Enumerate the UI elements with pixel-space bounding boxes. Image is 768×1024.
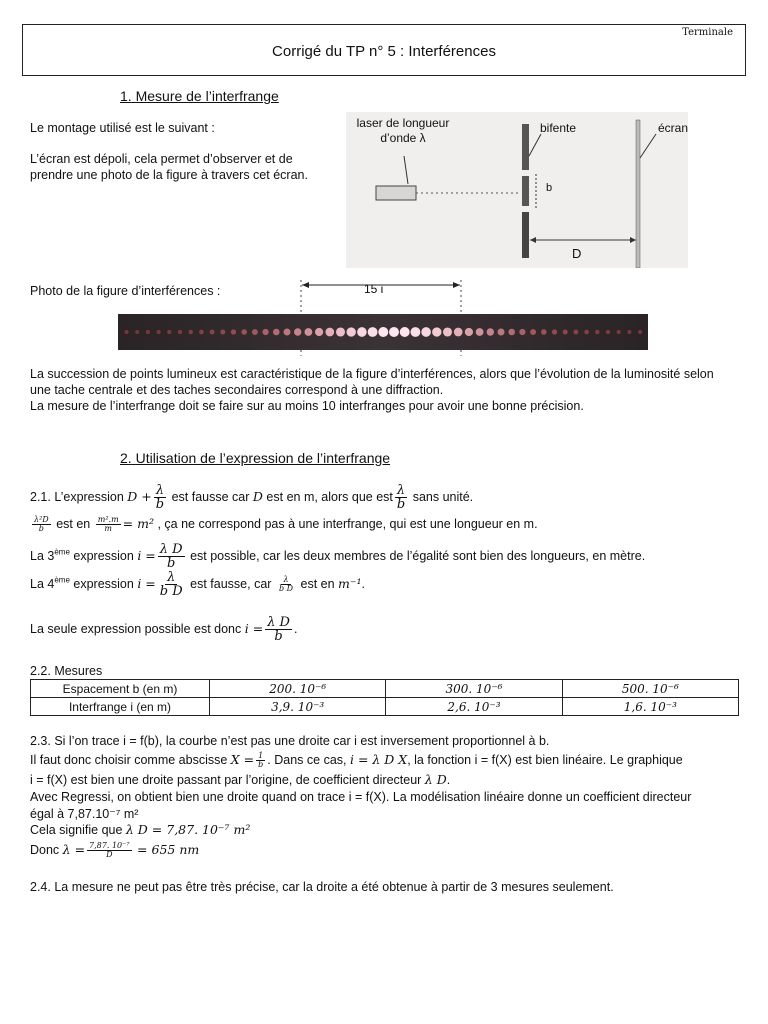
b-label: b [546, 182, 553, 194]
fringe-spot [606, 330, 610, 334]
screen-text-line-1: L’écran est dépoli, cela permet d’observer et de [30, 152, 293, 166]
table-cell: 3,9. 10⁻³ [210, 698, 386, 716]
q23-l7-a: Donc [30, 843, 60, 857]
screen [636, 120, 640, 268]
fringe-spot [315, 328, 323, 336]
q23-line-2: Il faut donc choisir comme abscisse X = $\frac{1}{b}$ . Dans ce cas, i = λ D X, la fonction i = f(X) est bien linéaire. Le graphique [30, 751, 683, 770]
fringe-spot [530, 329, 536, 335]
l4-text-a: La 4 [30, 576, 55, 591]
q21-line-4: La 4ème expression i = $\frac{\lambda}{\text{b D}}$ est fausse, car $\frac{\lambda}{\text{b D}}$ est en m⁻¹. [30, 570, 365, 599]
section-1-title [120, 88, 279, 104]
fringe-spot [465, 328, 473, 336]
table-cell: 500. 10⁻⁶ [562, 680, 738, 698]
fringe-spot [443, 327, 452, 336]
fringe-spot [617, 330, 621, 334]
table-cell: 1,6. 10⁻³ [562, 698, 738, 716]
header-box [22, 24, 746, 76]
fringe-spot [584, 330, 589, 335]
fringe-spot [347, 327, 356, 336]
fringe-spot [498, 329, 505, 336]
fringe-spot [627, 330, 631, 334]
laser-body [376, 186, 416, 200]
fringe-spot [262, 329, 268, 335]
l2-text-a: est en [56, 517, 91, 531]
q23-line-7: Donc λ = $\frac{\text{7,87. 10⁻⁷}}{D}$ = 655 nm [30, 841, 200, 860]
fringe-spot [178, 330, 182, 334]
frac-lambda2D-b: $\frac{\text{λ²D}}{b}$ [34, 515, 49, 534]
laser-label-line-2: d’onde λ [380, 131, 426, 145]
table-row [31, 698, 739, 716]
section-2-heading: Utilisation de l’expression de l’interfrange [135, 450, 391, 466]
q21-text-d: sans unité. [412, 489, 474, 504]
l4-text-b: expression [69, 576, 134, 591]
fringe-spot [188, 330, 192, 334]
q23-line-6 [30, 822, 250, 837]
table-cell: 200. 10⁻⁶ [210, 680, 386, 698]
fringe-spot [454, 328, 463, 337]
section-2-number: 2. [120, 450, 132, 466]
frac-final: $\frac{\text{λ D}}{b}$ [267, 615, 290, 644]
double-slit-middle [522, 176, 529, 206]
page-title: Corrigé du TP n° 5 : Interférences [272, 43, 496, 60]
q21-text-b: est fausse car [171, 489, 250, 504]
frac-m2m-m: $\frac{\text{m².m}}{m}$ [97, 515, 119, 534]
l4-sup: ème [54, 575, 70, 585]
measure-label: 15 i [364, 282, 384, 296]
ecran-label: écran [658, 121, 689, 135]
table-row [31, 680, 739, 698]
fringe-spot [124, 330, 128, 334]
q21-line-2: $\frac{\text{λ²D}}{b}$ est en $\frac{\text{m².m}}{m}$ = m² , ça ne correspond pas à une interfrange, qui est une longueur en m. [34, 515, 538, 534]
screen-text-line-2: prendre une photo de la figure à travers cet écran. [30, 168, 308, 182]
bifente-pointer-line [529, 134, 541, 156]
explanation-line-3: La mesure de l’interfrange doit se faire sur au moins 10 interfranges pour avoir une bonne précision. [30, 399, 584, 413]
fringe-spot [156, 330, 160, 334]
l5-text-a: La seule expression possible est donc [30, 621, 242, 636]
measurement-table [30, 679, 739, 716]
q23-l2-c: , la fonction i = f(X) est bien linéaire. Le graphique [407, 753, 683, 767]
q21-frac-lambda-b: $\frac{\lambda}{b}$ [155, 483, 165, 512]
D-label: D [572, 246, 582, 261]
photo-label: Photo de la figure d’interférences : [30, 284, 221, 298]
fringe-spot [325, 328, 334, 337]
fringe-spot [378, 327, 388, 337]
q23-l3-a: i = f(X) est bien une droite passant par l’origine, de coefficient directeur [30, 773, 422, 787]
measure-arrow-right-head [453, 282, 460, 288]
fringe-spot [400, 327, 410, 337]
bifente-label: bifente [540, 121, 577, 135]
l4-text-d: est en [300, 576, 335, 591]
fringe-spot [199, 330, 204, 335]
q21-line-1 [30, 484, 473, 511]
interference-fringes [118, 314, 648, 350]
fringe-spot [135, 330, 139, 334]
l3-sup: ème [54, 547, 70, 557]
fringe-spot [167, 330, 171, 334]
explanation-line-2: une tache centrale et des taches secondaires correspond à une diffraction. [30, 383, 444, 397]
class-level: Terminale [682, 27, 733, 38]
measure-arrow-left-head [302, 282, 309, 288]
ecran-pointer-line [640, 134, 656, 158]
fringe-spot [273, 329, 280, 336]
q23-line-3: i = f(X) est bien une droite passant par l’origine, de coefficient directeur λ D. [30, 772, 451, 787]
l4-text-c: est fausse, car [190, 576, 272, 591]
fringe-spot [146, 330, 150, 334]
fringe-spot [304, 328, 312, 336]
D-arrow-left-head [530, 237, 536, 243]
fringe-spot [638, 330, 642, 334]
l4-unit: m⁻¹ [338, 575, 362, 591]
section-2-title [120, 450, 390, 466]
fringe-spot [573, 330, 578, 335]
setup-intro: Le montage utilisé est le suivant : [30, 121, 215, 135]
fringe-spot [294, 328, 301, 335]
fringe-spot [421, 327, 431, 337]
laser-label [353, 116, 453, 146]
fringe-spot [410, 327, 420, 337]
fringe-spot [432, 327, 441, 336]
q23-l6-eq: λ D = 7,87. 10⁻⁷ m² [125, 822, 251, 837]
table-cell: 2,6. 10⁻³ [386, 698, 562, 716]
q23-line-5: égal à 7,87.10⁻⁷ m² [30, 807, 139, 821]
q23-l6-a: Cela signifie que [30, 823, 123, 837]
fringe-spot [552, 329, 557, 334]
q23-l2-a: Il faut donc choisir comme abscisse [30, 753, 228, 767]
double-slit-top [522, 124, 529, 170]
l3-text-a: La 3 [30, 548, 55, 563]
q23-line-4: Avec Regressi, on obtient bien une droite quand on trace i = f(X). La modélisation linéaire donne un coefficient directeur [30, 790, 692, 804]
frac-lambda-bD-small: $\frac{\lambda}{\text{b D}}$ [278, 575, 294, 593]
q21-line-3: La 3ème expression i = $\frac{\text{λ D}}{b}$ est possible, car les deux membres de l’égalité sont bien des longueurs, en mètre. [30, 542, 646, 571]
fringe-spot [476, 328, 484, 336]
laser-label-line-1: laser de longueur [356, 116, 450, 130]
q21-expr: D + [127, 488, 152, 504]
fringe-spot [357, 327, 367, 337]
q24-line-1: 2.4. La mesure ne peut pas être très précise, car la droite a été obtenue à partir de 3 mesures seulement. [30, 880, 614, 894]
fringe-spot [241, 329, 247, 335]
l2-text-b: , ça ne correspond pas à une interfrange, qui est une longueur en m. [157, 517, 538, 531]
section-1-number: 1. [120, 88, 132, 104]
fringe-spot [336, 327, 345, 336]
q23-l7-eq: = 655 nm [137, 842, 200, 857]
q21-frac-lambda-b-2: $\frac{\lambda}{b}$ [396, 483, 406, 512]
interference-photo [118, 314, 648, 350]
table-row-label: Interfrange i (en m) [31, 698, 210, 716]
fringe-spot [284, 329, 291, 336]
fringe-spot [563, 329, 568, 334]
table-cell: 300. 10⁻⁶ [386, 680, 562, 698]
section-1-heading: Mesure de l’interfrange [135, 88, 279, 104]
fringe-spot [210, 330, 215, 335]
l3-text-b: expression [69, 548, 134, 563]
fringe-spot [231, 329, 236, 334]
explanation-line-1: La succession de points lumineux est caractéristique de la figure d’interférences, alors que l’évolution de la luminosité selon [30, 367, 714, 381]
fringe-spot [368, 327, 378, 337]
fringe-spot [508, 329, 515, 336]
frac-lambdaD-b: $\frac{\text{λ D}}{b}$ [159, 542, 183, 571]
q21-text-a: 2.1. L’expression [30, 489, 124, 504]
q23-l2-b: Dans ce cas, [274, 753, 347, 767]
q22-title: 2.2. Mesures [30, 664, 103, 678]
table-row-label: Espacement b (en m) [31, 680, 210, 698]
frac-1-b: $\frac{1}{b}$ [258, 751, 264, 770]
fringe-spot [389, 327, 399, 337]
laser-pointer-line [404, 156, 408, 184]
fringe-spot [595, 330, 599, 334]
fringe-spot [252, 329, 258, 335]
q21-text-c: est en m, alors que est [266, 489, 393, 504]
q21-D: D [252, 488, 263, 504]
double-slit-bottom [522, 212, 529, 258]
frac-lambda-bD: $\frac{\lambda}{\text{b D}}$ [159, 570, 183, 599]
frac-lambda-result: $\frac{\text{7,87. 10⁻⁷}}{D}$ [89, 841, 130, 860]
fringe-spot [220, 329, 225, 334]
fringe-spot [487, 328, 494, 335]
q23-line-1: 2.3. Si l’on trace i = f(b), la courbe n’est pas une droite car i est inversement proportionnel à b. [30, 734, 550, 748]
fringe-spot [541, 329, 547, 335]
fringe-spot [519, 329, 525, 335]
D-arrow-right-head [630, 237, 636, 243]
q21-conclusion: La seule expression possible est donc i = $\frac{\text{λ D}}{b}$ . [30, 615, 298, 644]
l3-text-c: est possible, car les deux membres de l’égalité sont bien des longueurs, en mètre. [190, 548, 646, 563]
